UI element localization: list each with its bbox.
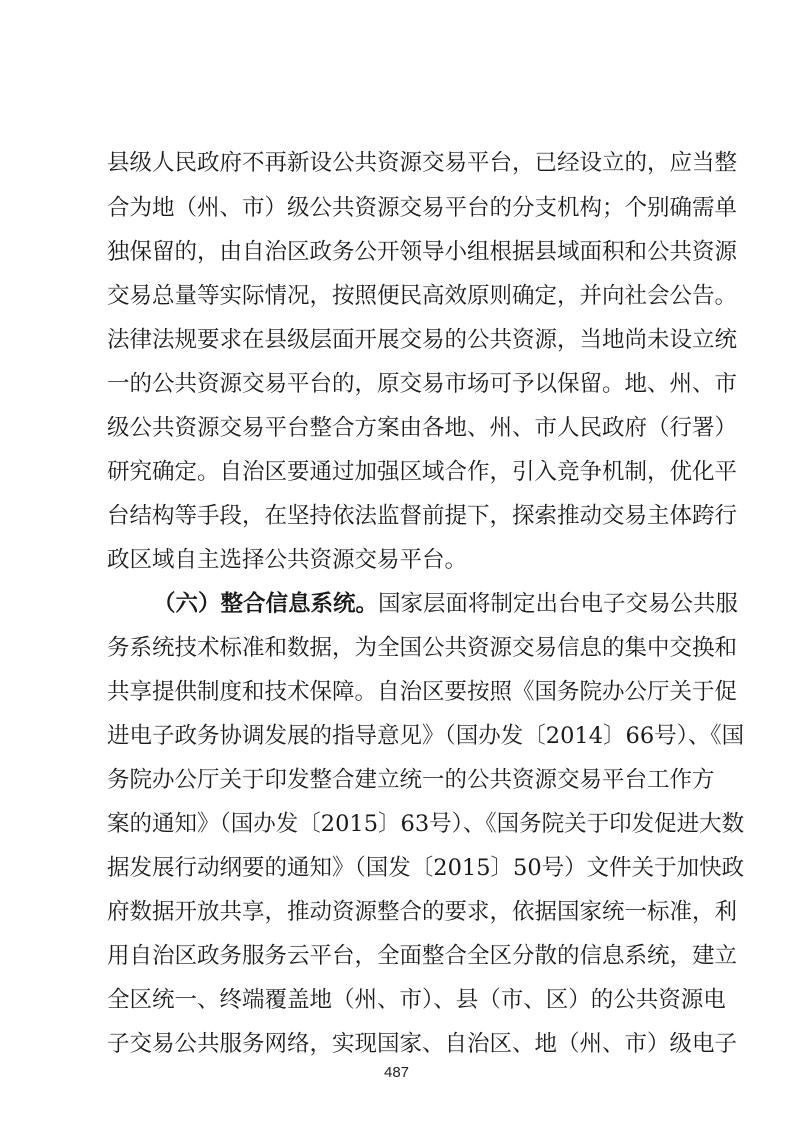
paragraph-line: 交易总量等实际情况，按照便民高效原则确定，并向社会公告。 [107, 283, 738, 309]
paragraph-line: 级公共资源交易平台整合方案由各地、州、市人民政府（行署） [107, 415, 738, 441]
section-6-first-line [153, 585, 739, 623]
page-number: 487 [383, 1064, 410, 1081]
paragraph-line: 务系统技术标准和数据，为全国公共资源交易信息的集中交换和 [107, 635, 738, 661]
paragraph-line: 子交易公共服务网络，实现国家、自治区、地（州、市）级电子 [107, 1031, 738, 1057]
paragraph-line: 案的通知》（国办发〔2015〕63号）、《国务院关于印发促进大数 [107, 811, 745, 837]
paragraph-line: 一的公共资源交易平台的，原交易市场可予以保留。地、州、市 [107, 371, 738, 397]
paragraph-line: 共享提供制度和技术保障。自治区要按照《国务院办公厅关于促 [107, 679, 738, 705]
paragraph-line: 政区域自主选择公共资源交易平台。 [107, 547, 468, 573]
paragraph-line: 用自治区政务服务云平台，全面整合全区分散的信息系统，建立 [107, 943, 738, 969]
section-6-heading: （六）整合信息系统。 [153, 591, 379, 617]
paragraph-line: 县级人民政府不再新设公共资源交易平台，已经设立的，应当整 [107, 150, 738, 176]
paragraph-line: 府数据开放共享，推动资源整合的要求，依据国家统一标准，利 [107, 899, 738, 925]
paragraph-line: 据发展行动纲要的通知》（国发〔2015〕50号）文件关于加快政 [107, 855, 745, 881]
paragraph-line: 法律法规要求在县级层面开展交易的公共资源，当地尚未设立统 [107, 327, 738, 353]
paragraph-line: 台结构等手段，在坚持依法监督前提下，探索推动交易主体跨行 [107, 503, 738, 529]
paragraph-line: 研究确定。自治区要通过加强区域合作，引入竞争机制，优化平 [107, 459, 738, 485]
paragraph-line: 合为地（州、市）级公共资源交易平台的分支机构；个别确需单 [107, 195, 738, 221]
section-6-text: 国家层面将制定出台电子交易公共服 [378, 591, 739, 617]
paragraph-line: 独保留的，由自治区政务公开领导小组根据县域面积和公共资源 [107, 239, 738, 265]
paragraph-line: 全区统一、终端覆盖地（州、市）、县（市、区）的公共资源电 [107, 987, 726, 1013]
paragraph-line: 进电子政务协调发展的指导意见》（国办发〔2014〕66号）、《国 [107, 723, 745, 749]
paragraph-line: 务院办公厅关于印发整合建立统一的公共资源交易平台工作方 [107, 767, 715, 793]
